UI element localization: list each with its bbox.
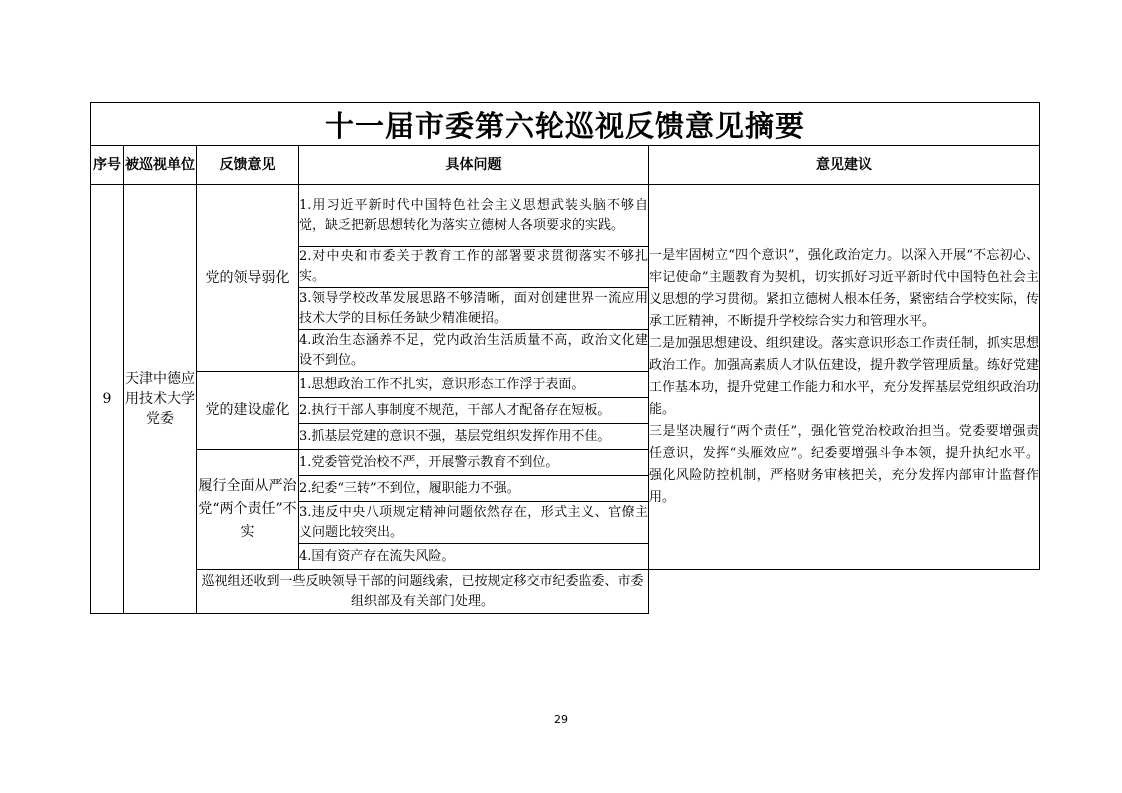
issue-item: 4.国有资产存在流失风险。	[299, 544, 649, 570]
feedback-table	[90, 102, 1040, 614]
issue-item: 3.违反中央八项规定精神问题依然存在，形式主义、官僚主义问题比较突出。	[299, 502, 649, 544]
header-seq: 序号	[91, 146, 124, 185]
advice-paragraph: 一是牢固树立“四个意识”，强化政治定力。以深入开展“不忘初心、牢记使命”主题教育为契机，切实抓好习近平新时代中国特色社会主义思想的学习贯彻。紧扣立德树人根本任务，紧密结合学校实际，传承工匠精神，不断提升学校综合实力和管理水平。	[649, 248, 1040, 329]
header-issues: 具体问题	[299, 146, 649, 185]
note-cell: 巡视组还收到一些反映领导干部的问题线索，已按规定移交市纪委监委、市委组织部及有关部门处理。	[197, 570, 649, 614]
page-title: 十一届市委第六轮巡视反馈意见摘要	[91, 103, 1040, 146]
category-cell: 党的领导弱化	[197, 185, 299, 372]
category-cell: 党的建设虚化	[197, 372, 299, 450]
issue-item: 4.政治生态涵养不足，党内政治生活质量不高，政治文化建设不到位。	[299, 330, 649, 372]
unit-cell: 天津中德应用技术大学党委	[124, 185, 197, 614]
issue-item: 1.党委管党治校不严，开展警示教育不到位。	[299, 450, 649, 476]
seq-cell: 9	[91, 185, 124, 614]
issue-item: 2.纪委“三转”不到位，履职能力不强。	[299, 476, 649, 502]
advice-paragraph: 二是加强思想建设、组织建设。落实意识形态工作责任制，抓实思想政治工作。加强高素质人才队伍建设，提升教学管理质量。练好党建工作基本功，提升党建工作能力和水平，充分发挥基层党组织政治功能。	[649, 336, 1040, 417]
header-advice: 意见建议	[649, 146, 1040, 185]
issue-item: 1.用习近平新时代中国特色社会主义思想武装头脑不够自觉，缺乏把新思想转化为落实立德树人各项要求的实践。	[299, 185, 649, 247]
issue-item: 1.思想政治工作不扎实，意识形态工作浮于表面。	[299, 372, 649, 398]
issue-item: 3.抓基层党建的意识不强，基层党组织发挥作用不佳。	[299, 424, 649, 450]
issue-item: 3.领导学校改革发展思路不够清晰，面对创建世界一流应用技术大学的目标任务缺少精准硬招。	[299, 288, 649, 330]
page-number: 29	[554, 713, 568, 726]
category-cell: 履行全面从严治党“两个责任”不实	[197, 450, 299, 570]
issue-item: 2.对中央和市委关于教育工作的部署要求贯彻落实不够扎实。	[299, 247, 649, 288]
advice-paragraph: 三是坚决履行“两个责任”，强化管党治校政治担当。党委要增强责任意识，发挥“头雁效应”。纪委要增强斗争本领，提升执纪水平。强化风险防控机制，严格财务审核把关，充分发挥内部审计监督作用。	[649, 424, 1039, 505]
advice-cell	[649, 185, 1040, 570]
header-unit: 被巡视单位	[124, 146, 197, 185]
issue-item: 2.执行干部人事制度不规范，干部人才配备存在短板。	[299, 398, 649, 424]
header-feedback: 反馈意见	[197, 146, 299, 185]
